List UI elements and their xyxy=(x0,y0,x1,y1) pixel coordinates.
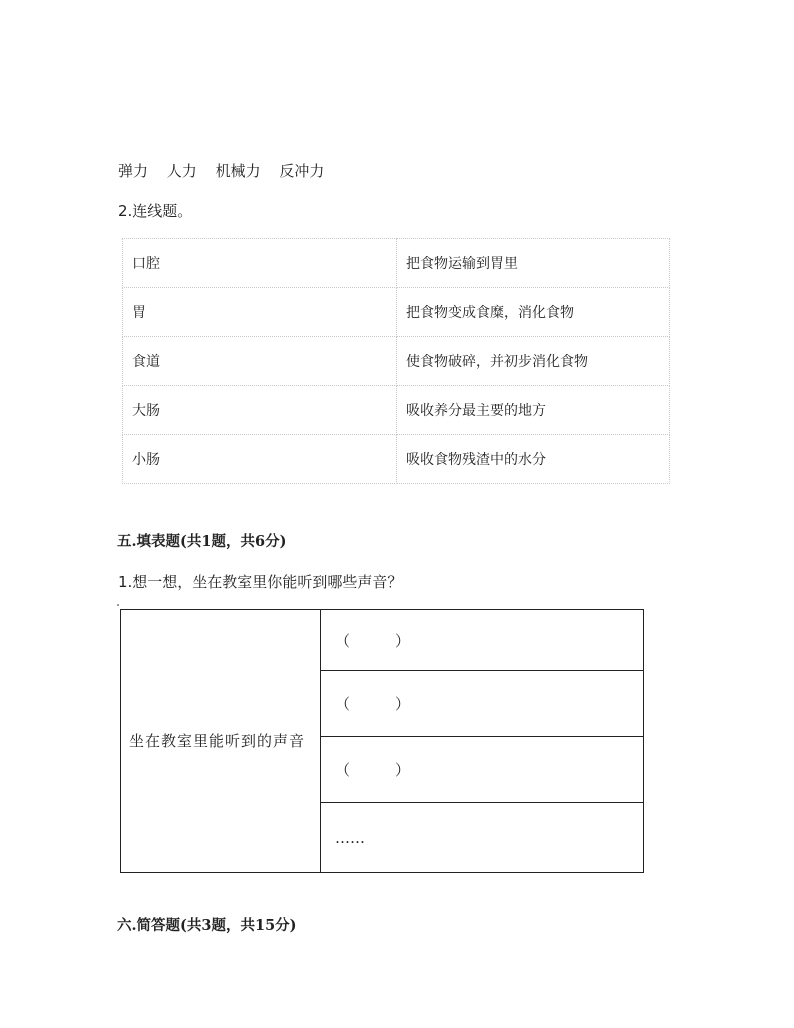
organ-cell: 口腔 xyxy=(123,239,397,288)
function-cell: 使食物破碎，并初步消化食物 xyxy=(397,337,670,386)
ellipsis-cell xyxy=(321,803,644,873)
word-options xyxy=(118,160,324,181)
table-label-cell: 坐在教室里能听到的声音 xyxy=(121,610,321,873)
organ-cell: 大肠 xyxy=(123,386,397,435)
answer-blank[interactable] xyxy=(321,671,644,737)
answer-blank[interactable] xyxy=(321,737,644,803)
table-row xyxy=(123,337,670,386)
option-word: 人力 xyxy=(166,162,197,180)
organ-cell: 食道 xyxy=(123,337,397,386)
table-row xyxy=(123,386,670,435)
blank-parentheses: （ ） xyxy=(335,761,411,779)
ellipsis-text: …… xyxy=(335,828,365,847)
answer-blank[interactable] xyxy=(321,610,644,671)
question-2-title: 2.连线题。 xyxy=(118,202,193,220)
option-word: 弹力 xyxy=(118,162,149,180)
section-6-heading: 六.简答题(共3题，共15分) xyxy=(117,917,297,934)
function-cell: 把食物变成食糜，消化食物 xyxy=(397,288,670,337)
table-row xyxy=(123,288,670,337)
function-cell: 吸收食物残渣中的水分 xyxy=(397,435,670,484)
organ-cell: 胃 xyxy=(123,288,397,337)
function-cell: 吸收养分最主要的地方 xyxy=(397,386,670,435)
option-word: 反冲力 xyxy=(279,162,325,180)
table-row xyxy=(123,435,670,484)
matching-table xyxy=(122,238,670,484)
table-row xyxy=(121,610,644,671)
table-anchor-mark xyxy=(117,604,119,606)
blank-parentheses: （ ） xyxy=(335,695,411,713)
table-row xyxy=(123,239,670,288)
function-cell: 把食物运输到胃里 xyxy=(397,239,670,288)
blank-parentheses: （ ） xyxy=(335,631,411,650)
organ-cell: 小肠 xyxy=(123,435,397,484)
option-word: 机械力 xyxy=(215,162,261,180)
section-5-heading: 五.填表题(共1题，共6分) xyxy=(117,533,287,550)
question-1-title: 1.想一想，坐在教室里你能听到哪些声音？ xyxy=(118,573,403,591)
fill-in-table xyxy=(120,609,644,873)
